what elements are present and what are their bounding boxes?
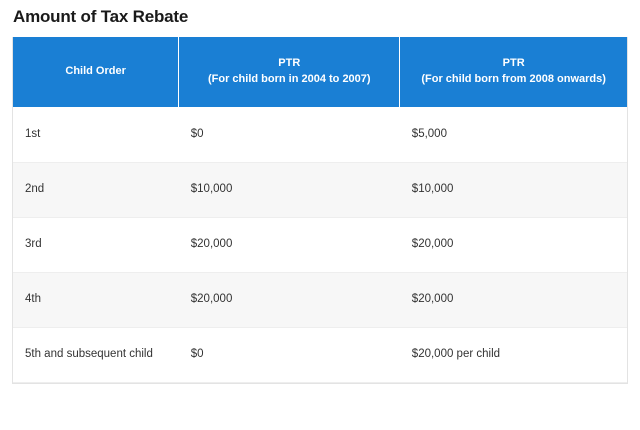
cell-ptr-2008-onwards: $5,000 (400, 107, 627, 162)
column-header-ptr-2008-onwards-line1: PTR (502, 57, 525, 70)
column-header-ptr-2004-2007-line1: PTR (278, 57, 301, 70)
cell-ptr-2004-2007: $20,000 (179, 272, 400, 327)
cell-ptr-2004-2007: $0 (179, 107, 400, 162)
table-header (13, 37, 627, 107)
table-header-row (13, 37, 627, 107)
table-row (13, 107, 627, 162)
cell-child-order: 4th (13, 272, 179, 327)
column-header-ptr-2004-2007-line2: (For child born in 2004 to 2007) (207, 73, 371, 85)
cell-child-order: 2nd (13, 162, 179, 217)
cell-ptr-2008-onwards: $20,000 (400, 272, 627, 327)
cell-child-order: 1st (13, 107, 179, 162)
cell-ptr-2008-onwards: $10,000 (400, 162, 627, 217)
column-header-ptr-2004-2007 (179, 37, 400, 107)
column-header-child-order-line1: Child Order (65, 65, 126, 78)
page-title: Amount of Tax Rebate (13, 7, 189, 26)
tax-rebate-table-container (12, 37, 628, 384)
cell-ptr-2004-2007: $20,000 (179, 217, 400, 272)
cell-ptr-2004-2007: $10,000 (179, 162, 400, 217)
cell-ptr-2004-2007: $0 (179, 327, 400, 382)
cell-ptr-2008-onwards: $20,000 (400, 217, 627, 272)
cell-ptr-2008-onwards: $20,000 per child (400, 327, 627, 382)
tax-rebate-table (13, 37, 627, 383)
column-header-child-order (13, 37, 179, 107)
table-body (13, 107, 627, 382)
table-row (13, 272, 627, 327)
table-row (13, 162, 627, 217)
column-header-ptr-2008-onwards-line2: (For child born from 2008 onwards) (421, 73, 606, 85)
cell-child-order: 5th and subsequent child (13, 327, 179, 382)
table-row (13, 217, 627, 272)
column-header-ptr-2008-onwards (400, 37, 627, 107)
cell-child-order: 3rd (13, 217, 179, 272)
table-row (13, 327, 627, 382)
